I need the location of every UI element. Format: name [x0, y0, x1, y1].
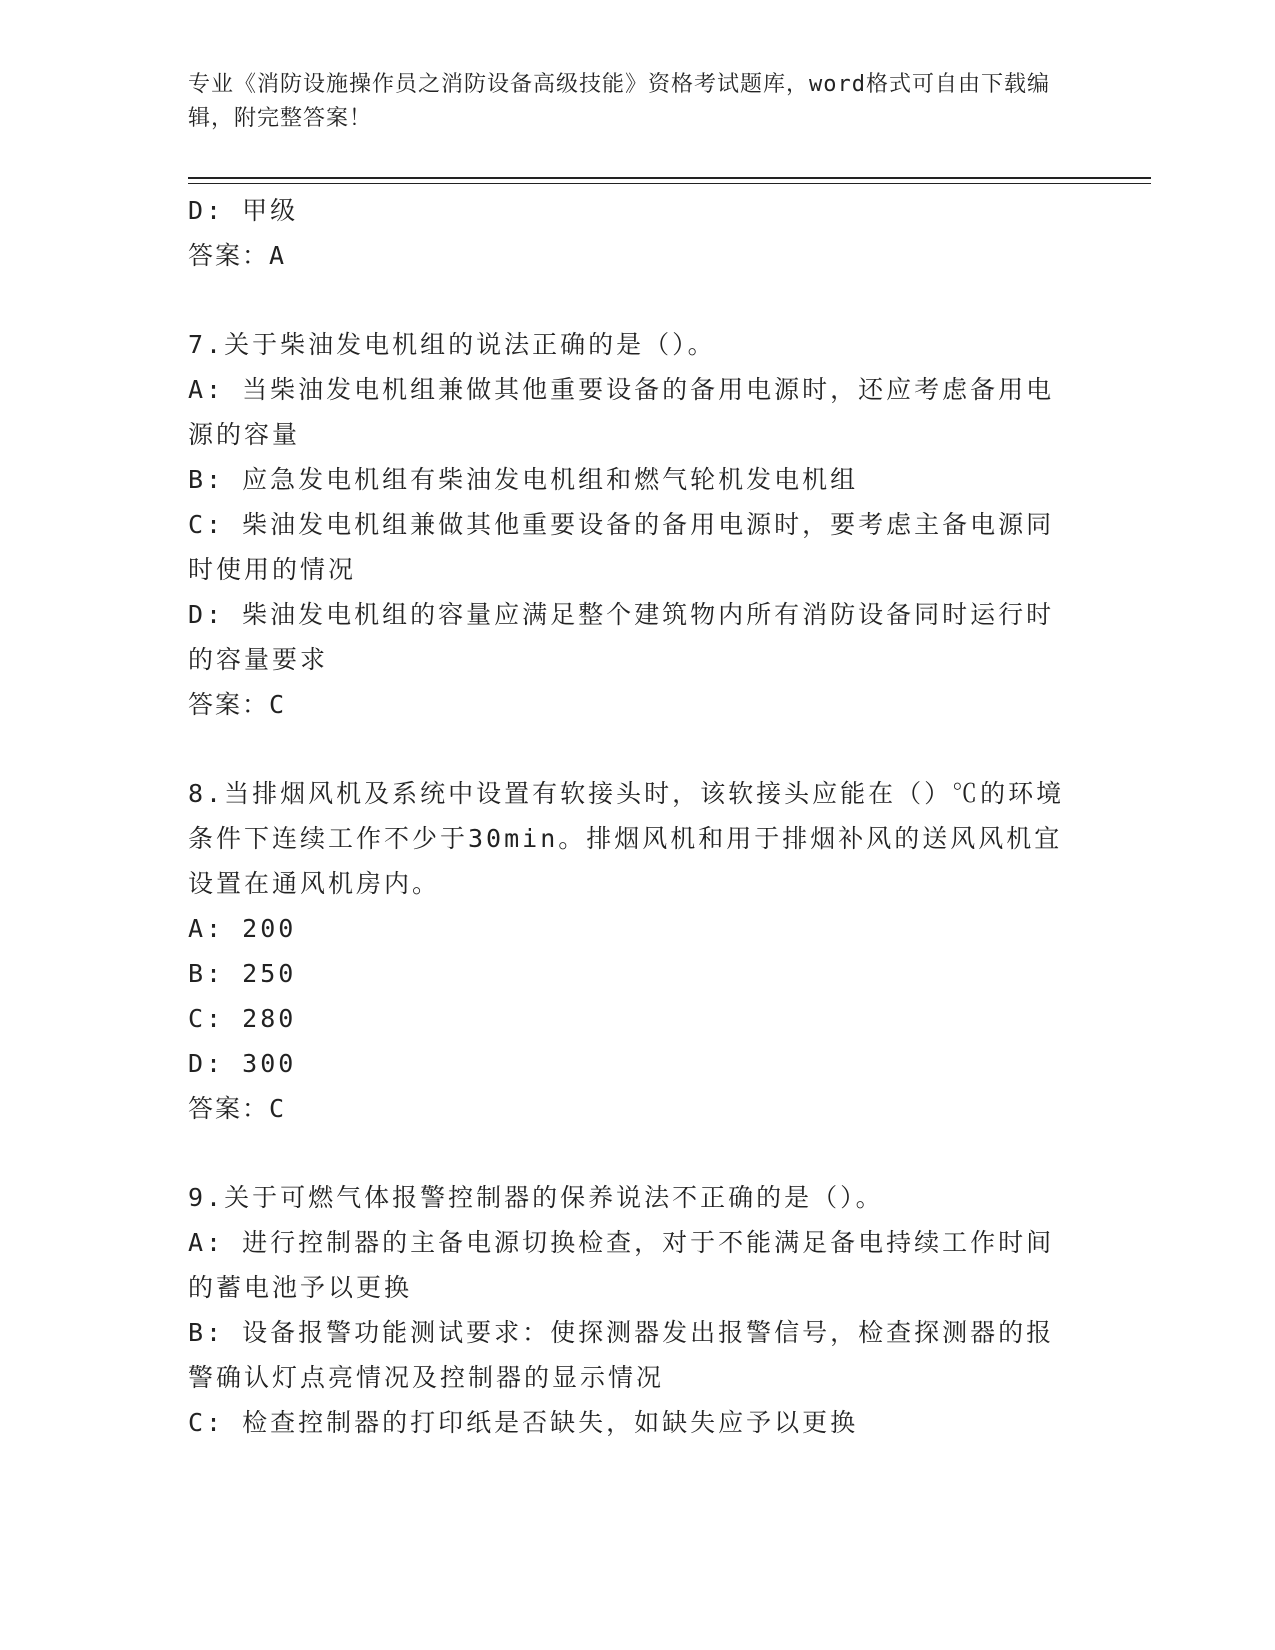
- option-d: D: 柴油发电机组的容量应满足整个建筑物内所有消防设备同时运行时的容量要求: [188, 600, 1055, 674]
- option-a: A: 200: [188, 914, 297, 943]
- answer-line: 答案：A: [188, 241, 287, 270]
- question-stem: 9.关于可燃气体报警控制器的保养说法不正确的是（）。: [188, 1183, 884, 1212]
- option-a: A: 进行控制器的主备电源切换检查，对于不能满足备电持续工作时间的蓄电池予以更换: [188, 1228, 1055, 1302]
- question-stem: 8.当排烟风机及系统中设置有软接头时，该软接头应能在（）℃的环境条件下连续工作不少于30min。排烟风机和用于排烟补风的送风风机宜设置在通风机房内。: [188, 779, 1065, 898]
- option-b: B: 应急发电机组有柴油发电机组和燃气轮机发电机组: [188, 465, 859, 494]
- option-a: A: 当柴油发电机组兼做其他重要设备的备用电源时，还应考虑备用电源的容量: [188, 375, 1055, 449]
- page-header: 专业《消防设施操作员之消防设备高级技能》资格考试题库，word格式可自由下载编辑，附完整答案！: [188, 72, 1050, 131]
- question-7: [188, 322, 1078, 727]
- question-9: [188, 1175, 1078, 1445]
- answer-line: 答案：C: [188, 1094, 287, 1123]
- header-divider-thin: [188, 183, 1151, 184]
- question-stem: 7.关于柴油发电机组的说法正确的是（）。: [188, 330, 716, 359]
- option-d: D: 甲级: [188, 196, 299, 225]
- option-c: C: 280: [188, 1004, 297, 1033]
- answer-line: 答案：C: [188, 690, 287, 719]
- option-b: B: 250: [188, 959, 297, 988]
- previous-question-tail: [188, 188, 1078, 278]
- option-c: C: 检查控制器的打印纸是否缺失，如缺失应予以更换: [188, 1408, 859, 1437]
- question-content: [188, 188, 1078, 1445]
- option-c: C: 柴油发电机组兼做其他重要设备的备用电源时，要考虑主备电源同时使用的情况: [188, 510, 1055, 584]
- option-d: D: 300: [188, 1049, 297, 1078]
- option-b: B: 设备报警功能测试要求：使探测器发出报警信号，检查探测器的报警确认灯点亮情况及控制器的显示情况: [188, 1318, 1055, 1392]
- header-divider-thick: [188, 177, 1151, 179]
- question-8: [188, 771, 1078, 1131]
